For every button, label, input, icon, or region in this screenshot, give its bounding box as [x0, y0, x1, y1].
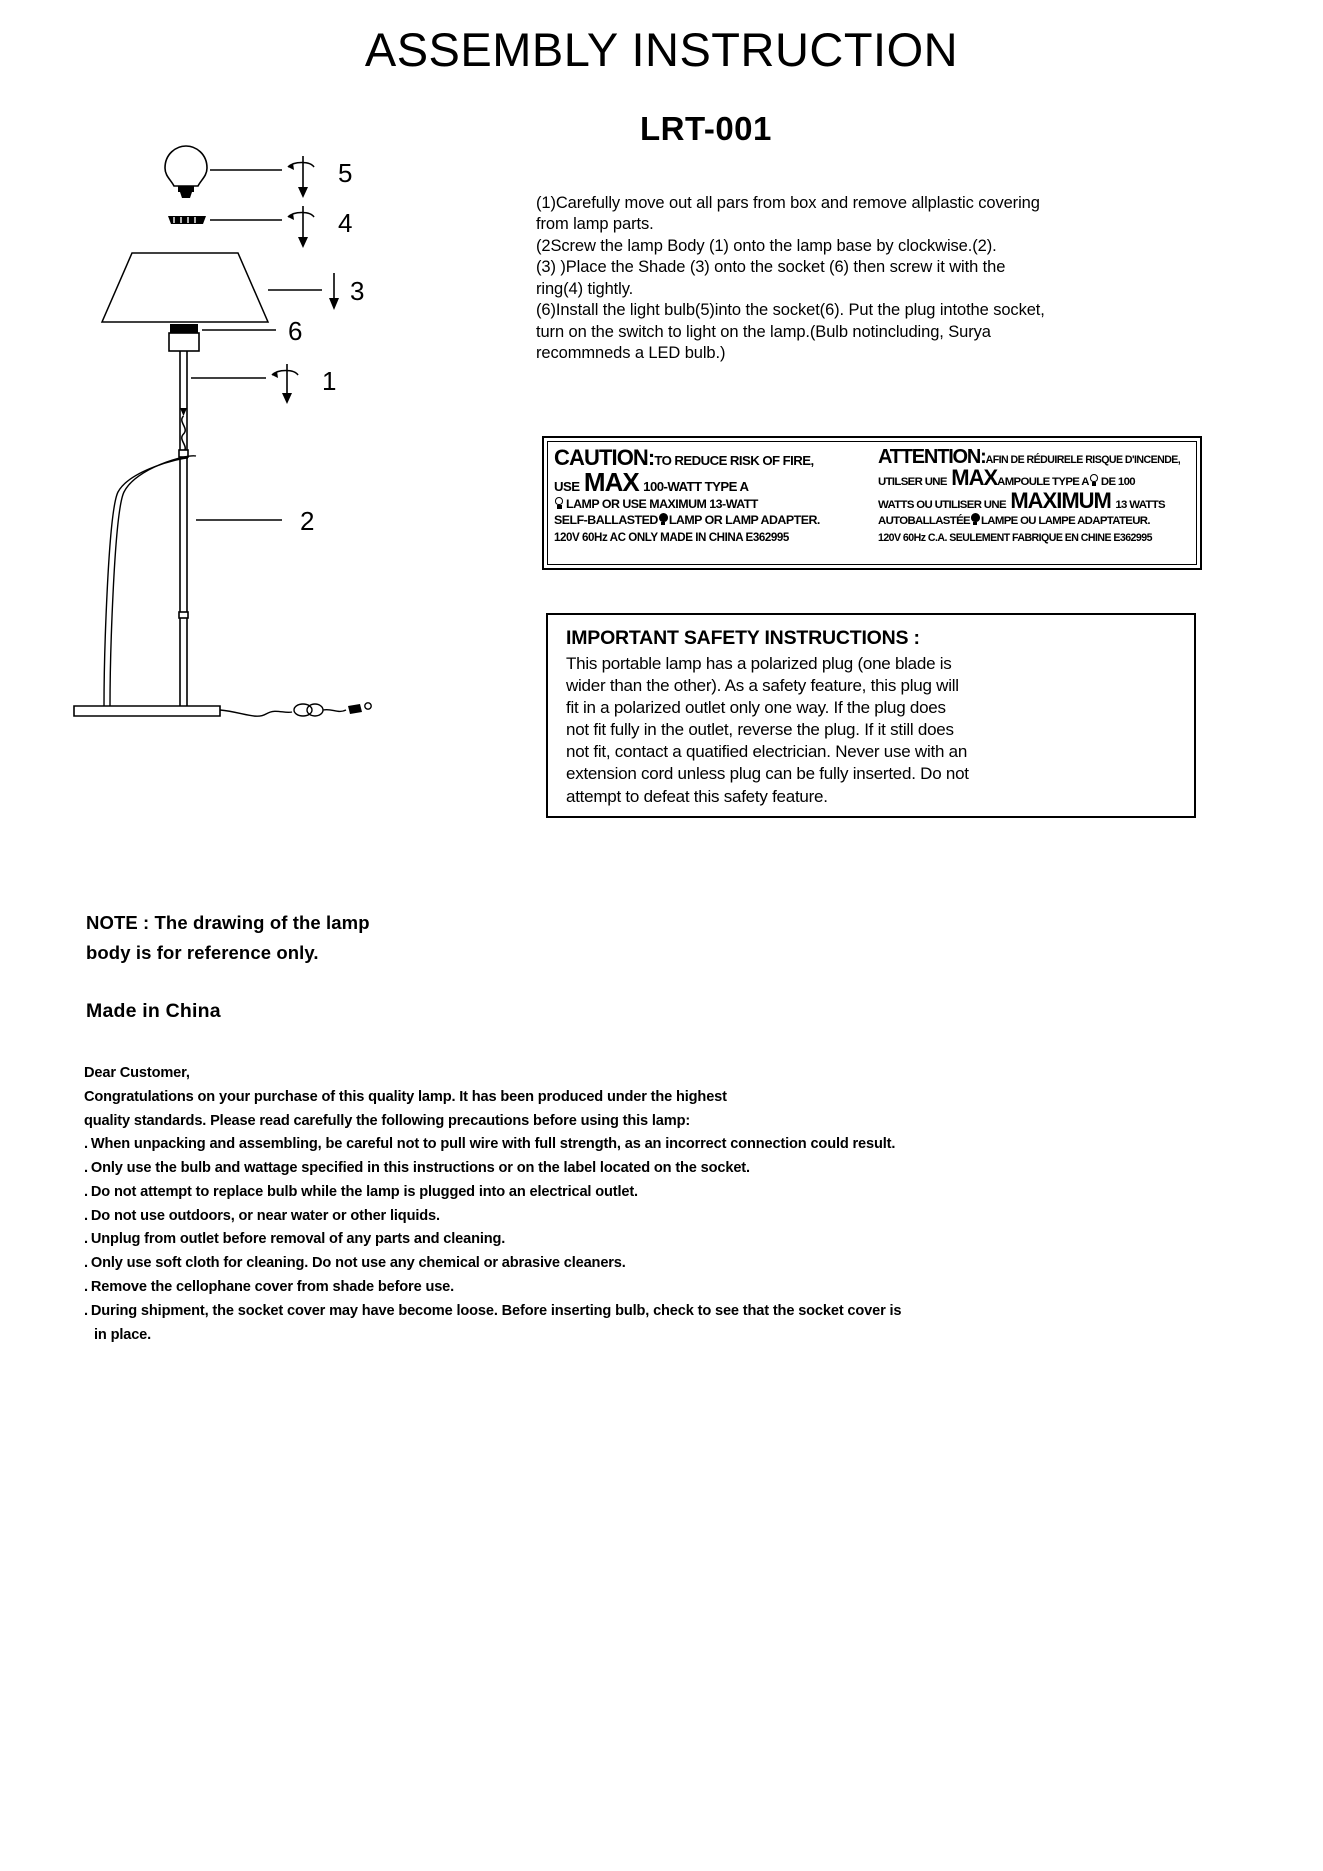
step-line: (1)Carefully move out all pars from box and remove allplastic covering: [536, 194, 1040, 212]
attention-autoballastee: AUTOBALLASTÉE: [878, 515, 970, 528]
attention-voltage-origin: 120V 60Hz C.A. SEULEMENT FABRIQUE EN CHINE E362995: [878, 531, 1152, 544]
attention-watts-line: WATTS OU UTILISER UNE: [878, 498, 1006, 511]
ring-icon: [168, 216, 206, 224]
attention-13-watts: 13 WATTS: [1115, 498, 1165, 511]
caution-attention-label: [542, 436, 1202, 570]
bullet-marker: .: [84, 1279, 88, 1296]
bullet-marker: .: [84, 1160, 88, 1177]
rotate-insert-arrow-1: [272, 364, 298, 404]
power-cord: [220, 703, 371, 716]
list-item-text: When unpacking and assembling, be careful not to pull wire with full strength, as an incorrect connection could result.: [90, 1136, 896, 1153]
lamp-body-pole: [179, 351, 188, 620]
safety-box-title: IMPORTANT SAFETY INSTRUCTIONS :: [566, 627, 920, 649]
attention-heading-rest: AFIN DE RÉDUIRELE RISQUE D'INCENDE,: [985, 454, 1181, 466]
safety-line: wider than the other). As a safety feature, this plug will: [566, 676, 959, 696]
caution-heading-rest: TO REDUCE RISK OF FIRE,: [654, 453, 814, 468]
list-item: [84, 1133, 914, 1157]
letter-salutation: Dear Customer,: [84, 1065, 190, 1081]
caution-wattage-type: 100-WATT TYPE A: [643, 479, 749, 495]
assembly-steps: [536, 193, 1064, 365]
list-item: [84, 1300, 914, 1348]
caution-voltage-origin: 120V 60Hz AC ONLY MADE IN CHINA E362995: [554, 530, 789, 544]
letter-intro-line-2: quality standards. Please read carefully the following precautions before using this lamp:: [84, 1112, 691, 1129]
step-line: (6)Install the light bulb(5)into the socket(6). Put the plug intothe socket,: [536, 301, 1045, 320]
step-line: from lamp parts.: [536, 215, 654, 234]
caution-max-label: MAX: [583, 467, 639, 498]
caution-lamp-max-line: LAMP OR USE MAXIMUM 13-WATT: [566, 496, 758, 511]
safety-line: attempt to defeat this safety feature.: [566, 786, 828, 806]
note-line-1: NOTE : The drawing of the lamp: [86, 912, 370, 933]
list-item-text: Do not use outdoors, or near water or other liquids.: [90, 1207, 440, 1224]
safety-line: extension cord unless plug can be fully inserted. Do not: [566, 764, 969, 784]
list-item-text: During shipment, the socket cover may have become loose. Before inserting bulb, check to see that the socket cover is in place.: [90, 1302, 902, 1343]
rotate-insert-arrow-5: [288, 156, 314, 198]
list-item-text: Only use soft cloth for cleaning. Do not use any chemical or abrasive cleaners.: [90, 1255, 626, 1272]
list-item-text: Remove the cellophane cover from shade before use.: [90, 1279, 455, 1296]
list-item: [84, 1205, 914, 1229]
step-line: (3) )Place the Shade (3) onto the socket (6) then screw it with the: [536, 258, 1006, 277]
bullet-marker: .: [84, 1136, 88, 1153]
bullet-marker: .: [84, 1302, 88, 1319]
list-item-text: Do not attempt to replace bulb while the lamp is plugged into an electrical outlet.: [90, 1183, 638, 1200]
exploded-lamp-diagram: [60, 140, 480, 890]
attention-french-column: [872, 442, 1196, 564]
lamp-base-arm: [104, 456, 196, 706]
attention-bulb-type: AMPOULE TYPE A: [997, 476, 1089, 489]
important-safety-instructions-box: [546, 613, 1196, 818]
lampshade-icon: [102, 253, 268, 322]
bulb-icon: [1089, 474, 1101, 487]
list-item: [84, 1157, 914, 1181]
list-item: [84, 1276, 914, 1300]
step-line: recommneds a LED bulb.): [536, 344, 726, 363]
page-title: ASSEMBLY INSTRUCTION: [364, 23, 959, 76]
bulb-icon: [658, 513, 669, 526]
list-item-text: Only use the bulb and wattage specified in this instructions or on the label located on the socket.: [90, 1160, 750, 1177]
callout-4: 4: [338, 208, 353, 238]
customer-letter: [84, 1062, 914, 1347]
note-line-2: body is for reference only.: [86, 941, 319, 963]
attention-use-label: UTILSER UNE: [878, 476, 947, 489]
reference-note: [86, 908, 370, 968]
safety-line: not fit, contact a quatified electrician. Never use with an: [566, 742, 968, 762]
step-line: ring(4) tightly.: [536, 279, 634, 298]
list-item-text: Unplug from outlet before removal of any parts and cleaning.: [90, 1231, 506, 1248]
bullet-marker: .: [84, 1183, 88, 1200]
caution-heading: CAUTION:: [554, 445, 655, 470]
lamp-foot: [74, 706, 220, 716]
step-line: turn on the switch to light on the lamp.(Bulb notincluding, Surya: [536, 322, 991, 341]
safety-box-body: [566, 653, 1178, 808]
bulb-icon: [165, 146, 207, 198]
caution-self-ballasted: SELF-BALLASTED: [554, 513, 658, 528]
attention-lampe-adaptateur: LAMPE OU LAMPE ADAPTATEUR.: [980, 515, 1150, 528]
list-item: [84, 1252, 914, 1276]
bulb-icon: [970, 513, 981, 526]
precautions-list: [84, 1133, 914, 1347]
attention-maximum-label: MAXIMUM: [1010, 487, 1111, 513]
bullet-marker: .: [84, 1207, 88, 1224]
callout-5: 5: [338, 158, 353, 188]
callout-6: 6: [288, 316, 303, 346]
list-item: [84, 1228, 914, 1252]
bulb-icon: [554, 497, 566, 510]
step-line: (2Screw the lamp Body (1) onto the lamp base by clockwise.(2).: [536, 236, 997, 255]
socket-icon: [169, 324, 199, 351]
callout-3: 3: [350, 276, 365, 306]
down-arrow-3: [329, 273, 339, 310]
caution-lamp-adapter: LAMP OR LAMP ADAPTER.: [668, 513, 820, 528]
callout-1: 1: [322, 366, 337, 396]
safety-line: This portable lamp has a polarized plug (one blade is: [566, 654, 952, 673]
attention-de-100: DE 100: [1100, 476, 1135, 489]
attention-max-label: MAX: [951, 465, 998, 491]
rotate-insert-arrow-4: [288, 206, 314, 248]
callout-2: 2: [300, 506, 315, 536]
safety-line: not fit fully in the outlet, reverse the plug. If it still does: [566, 720, 954, 740]
made-in-china-label: Made in China: [86, 1000, 221, 1022]
model-code: LRT-001: [640, 110, 772, 147]
bullet-marker: .: [84, 1255, 88, 1272]
attention-heading: ATTENTION:: [878, 446, 986, 468]
bullet-marker: .: [84, 1231, 88, 1248]
letter-intro-line-1: Congratulations on your purchase of this quality lamp. It has been produced under the highest: [84, 1088, 727, 1105]
safety-line: fit in a polarized outlet only one way. If the plug does: [566, 698, 946, 718]
caution-english-column: [548, 442, 872, 564]
caution-use-label: USE: [554, 479, 580, 495]
list-item: [84, 1181, 914, 1205]
